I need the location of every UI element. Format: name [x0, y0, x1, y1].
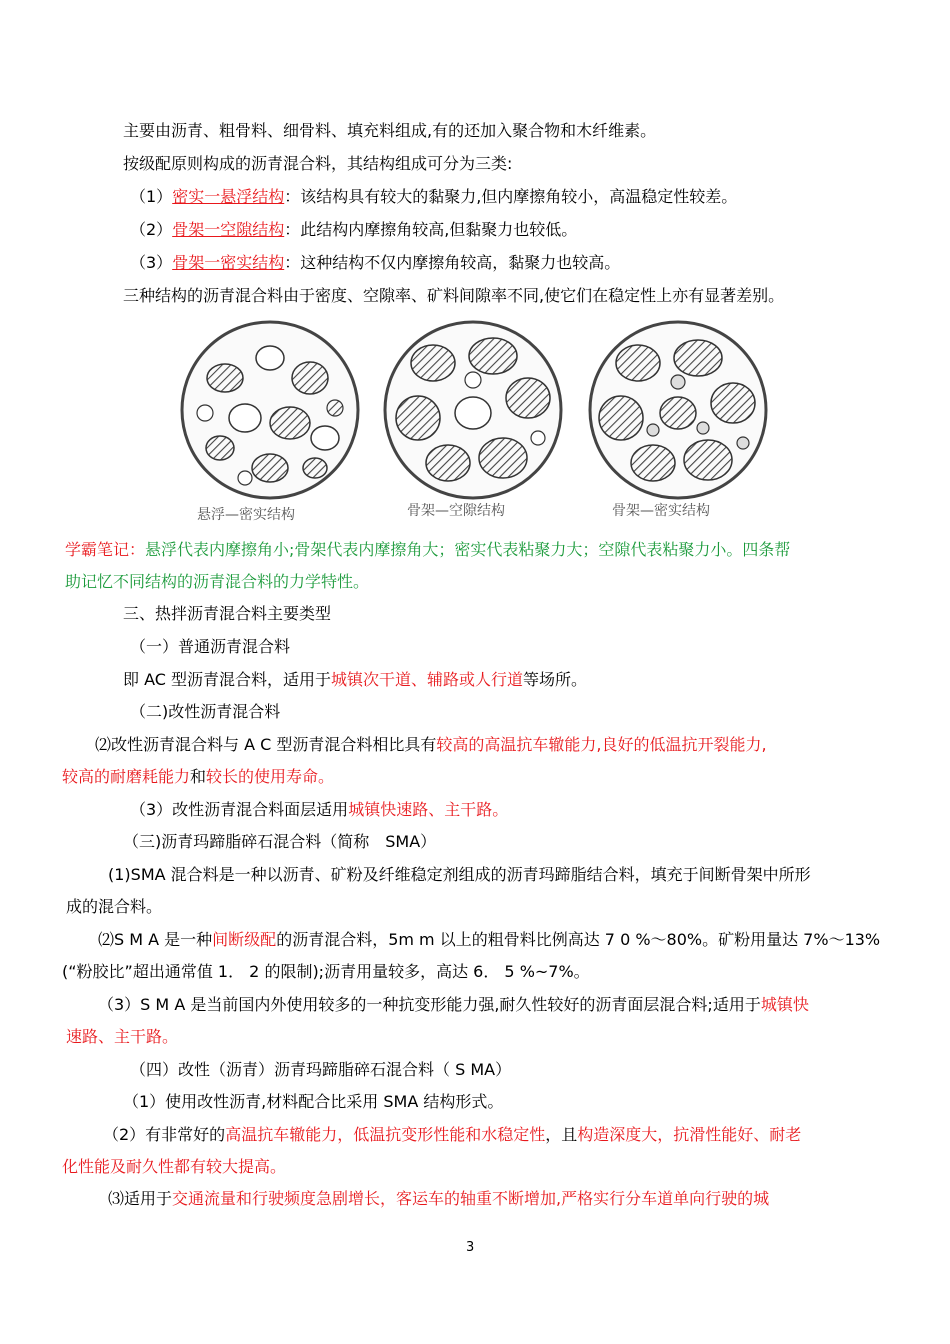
figure-caption-2: 骨架—空隙结构	[407, 503, 505, 519]
study-note-label: 学霸笔记：	[65, 540, 146, 559]
structure-item-1: （1）密实一悬浮结构：该结构具有较大的黏聚力,但内摩擦角较小，高温稳定性较差。	[130, 187, 738, 206]
figure-caption-1: 悬浮—密实结构	[197, 507, 295, 523]
modified-item-2-line-1: ⑵改性沥青混合料与 A C 型沥青混合料相比具有较高的高温抗车辙能力,良好的低温抗开裂能力,	[95, 735, 767, 754]
study-note-line-1: 学霸笔记：悬浮代表内摩擦角小;骨架代表内摩擦角大；密实代表粘聚力大；空隙代表粘聚力小。四条帮	[65, 540, 791, 559]
modified-sma-item-2-line-2: 化性能及耐久性都有较大提高。	[62, 1157, 287, 1176]
subheading-sma: （三)沥青玛蹄脂碎石混合料（简称 SMA）	[123, 832, 437, 851]
figure-caption-3: 骨架—密实结构	[612, 503, 710, 519]
sma-item-2-line-1: ⑵S M A 是一种间断级配的沥青混合料，5m m 以上的粗骨料比例高达 7 0 %～80%。矿粉用量达 7%～13%	[98, 930, 881, 949]
structure-term-2: 骨架一空隙结构	[172, 220, 285, 239]
paragraph-classification: 按级配原则构成的沥青混合料，其结构组成可分为三类:	[123, 154, 513, 173]
structure-term-3: 骨架一密实结构	[172, 253, 285, 272]
subheading-ordinary: （一）普通沥青混合料	[130, 637, 291, 656]
skeleton-dense-diagram	[583, 318, 773, 503]
sma-item-3-line-2: 速路、主干路。	[66, 1027, 179, 1046]
structure-term-1: 密实一悬浮结构	[172, 187, 285, 206]
page-number: 3	[466, 1240, 475, 1255]
study-note-line-2: 助记忆不同结构的沥青混合料的力学特性。	[65, 572, 370, 591]
modified-sma-item-2-line-1: （2）有非常好的高温抗车辙能力，低温抗变形性能和水稳定性，且构造深度大，抗滑性能好、耐老	[103, 1125, 802, 1144]
modified-item-2-line-2: 较高的耐磨耗能力和较长的使用寿命。	[62, 767, 335, 786]
modified-item-3: （3）改性沥青混合料面层适用城镇快速路、主干路。	[130, 800, 509, 819]
modified-sma-item-3: ⑶适用于交通流量和行驶频度急剧增长，客运车的轴重不断增加,严格实行分车道单向行驶的城	[108, 1189, 770, 1208]
paragraph-comparison: 三种结构的沥青混合料由于密度、空隙率、矿料间隙率不同,使它们在稳定性上亦有显著差别。	[123, 286, 785, 305]
subheading-modified-sma: （四）改性（沥青）沥青玛蹄脂碎石混合料（ S MA）	[130, 1060, 512, 1079]
structure-item-2: （2）骨架一空隙结构：此结构内摩擦角较高,但黏聚力也较低。	[130, 220, 578, 239]
sma-item-3-line-1: （3）S M A 是当前国内外使用较多的一种抗变形能力强,耐久性较好的沥青面层混合料;适用于城镇快	[98, 995, 809, 1014]
sma-item-2-line-2: (“粉胶比”超出通常值 1． 2 的限制);沥青用量较多，高达 6． 5 %~7%。	[62, 962, 590, 981]
paragraph-composition: 主要由沥青、粗骨料、细骨料、填充料组成,有的还加入聚合物和木纤维素。	[123, 121, 657, 140]
modified-sma-item-1: （1）使用改性沥青,材料配合比采用 SMA 结构形式。	[123, 1092, 504, 1111]
structure-item-3: （3）骨架一密实结构：这种结构不仅内摩擦角较高，黏聚力也较高。	[130, 253, 621, 272]
section-heading: 三、热拌沥青混合料主要类型	[123, 604, 332, 623]
suspended-dense-diagram	[175, 318, 365, 503]
structure-figure	[165, 318, 780, 528]
sma-item-1-line-1: (1)SMA 混合料是一种以沥青、矿粉及纤维稳定剂组成的沥青玛蹄脂结合料，填充于间断骨架中所形	[108, 865, 811, 884]
sma-item-1-line-2: 成的混合料。	[66, 897, 163, 916]
skeleton-void-diagram	[378, 318, 568, 503]
ac-mixture-line: 即 AC 型沥青混合料，适用于城镇次干道、辅路或人行道等场所。	[123, 670, 588, 689]
subheading-modified: （二)改性沥青混合料	[130, 702, 281, 721]
